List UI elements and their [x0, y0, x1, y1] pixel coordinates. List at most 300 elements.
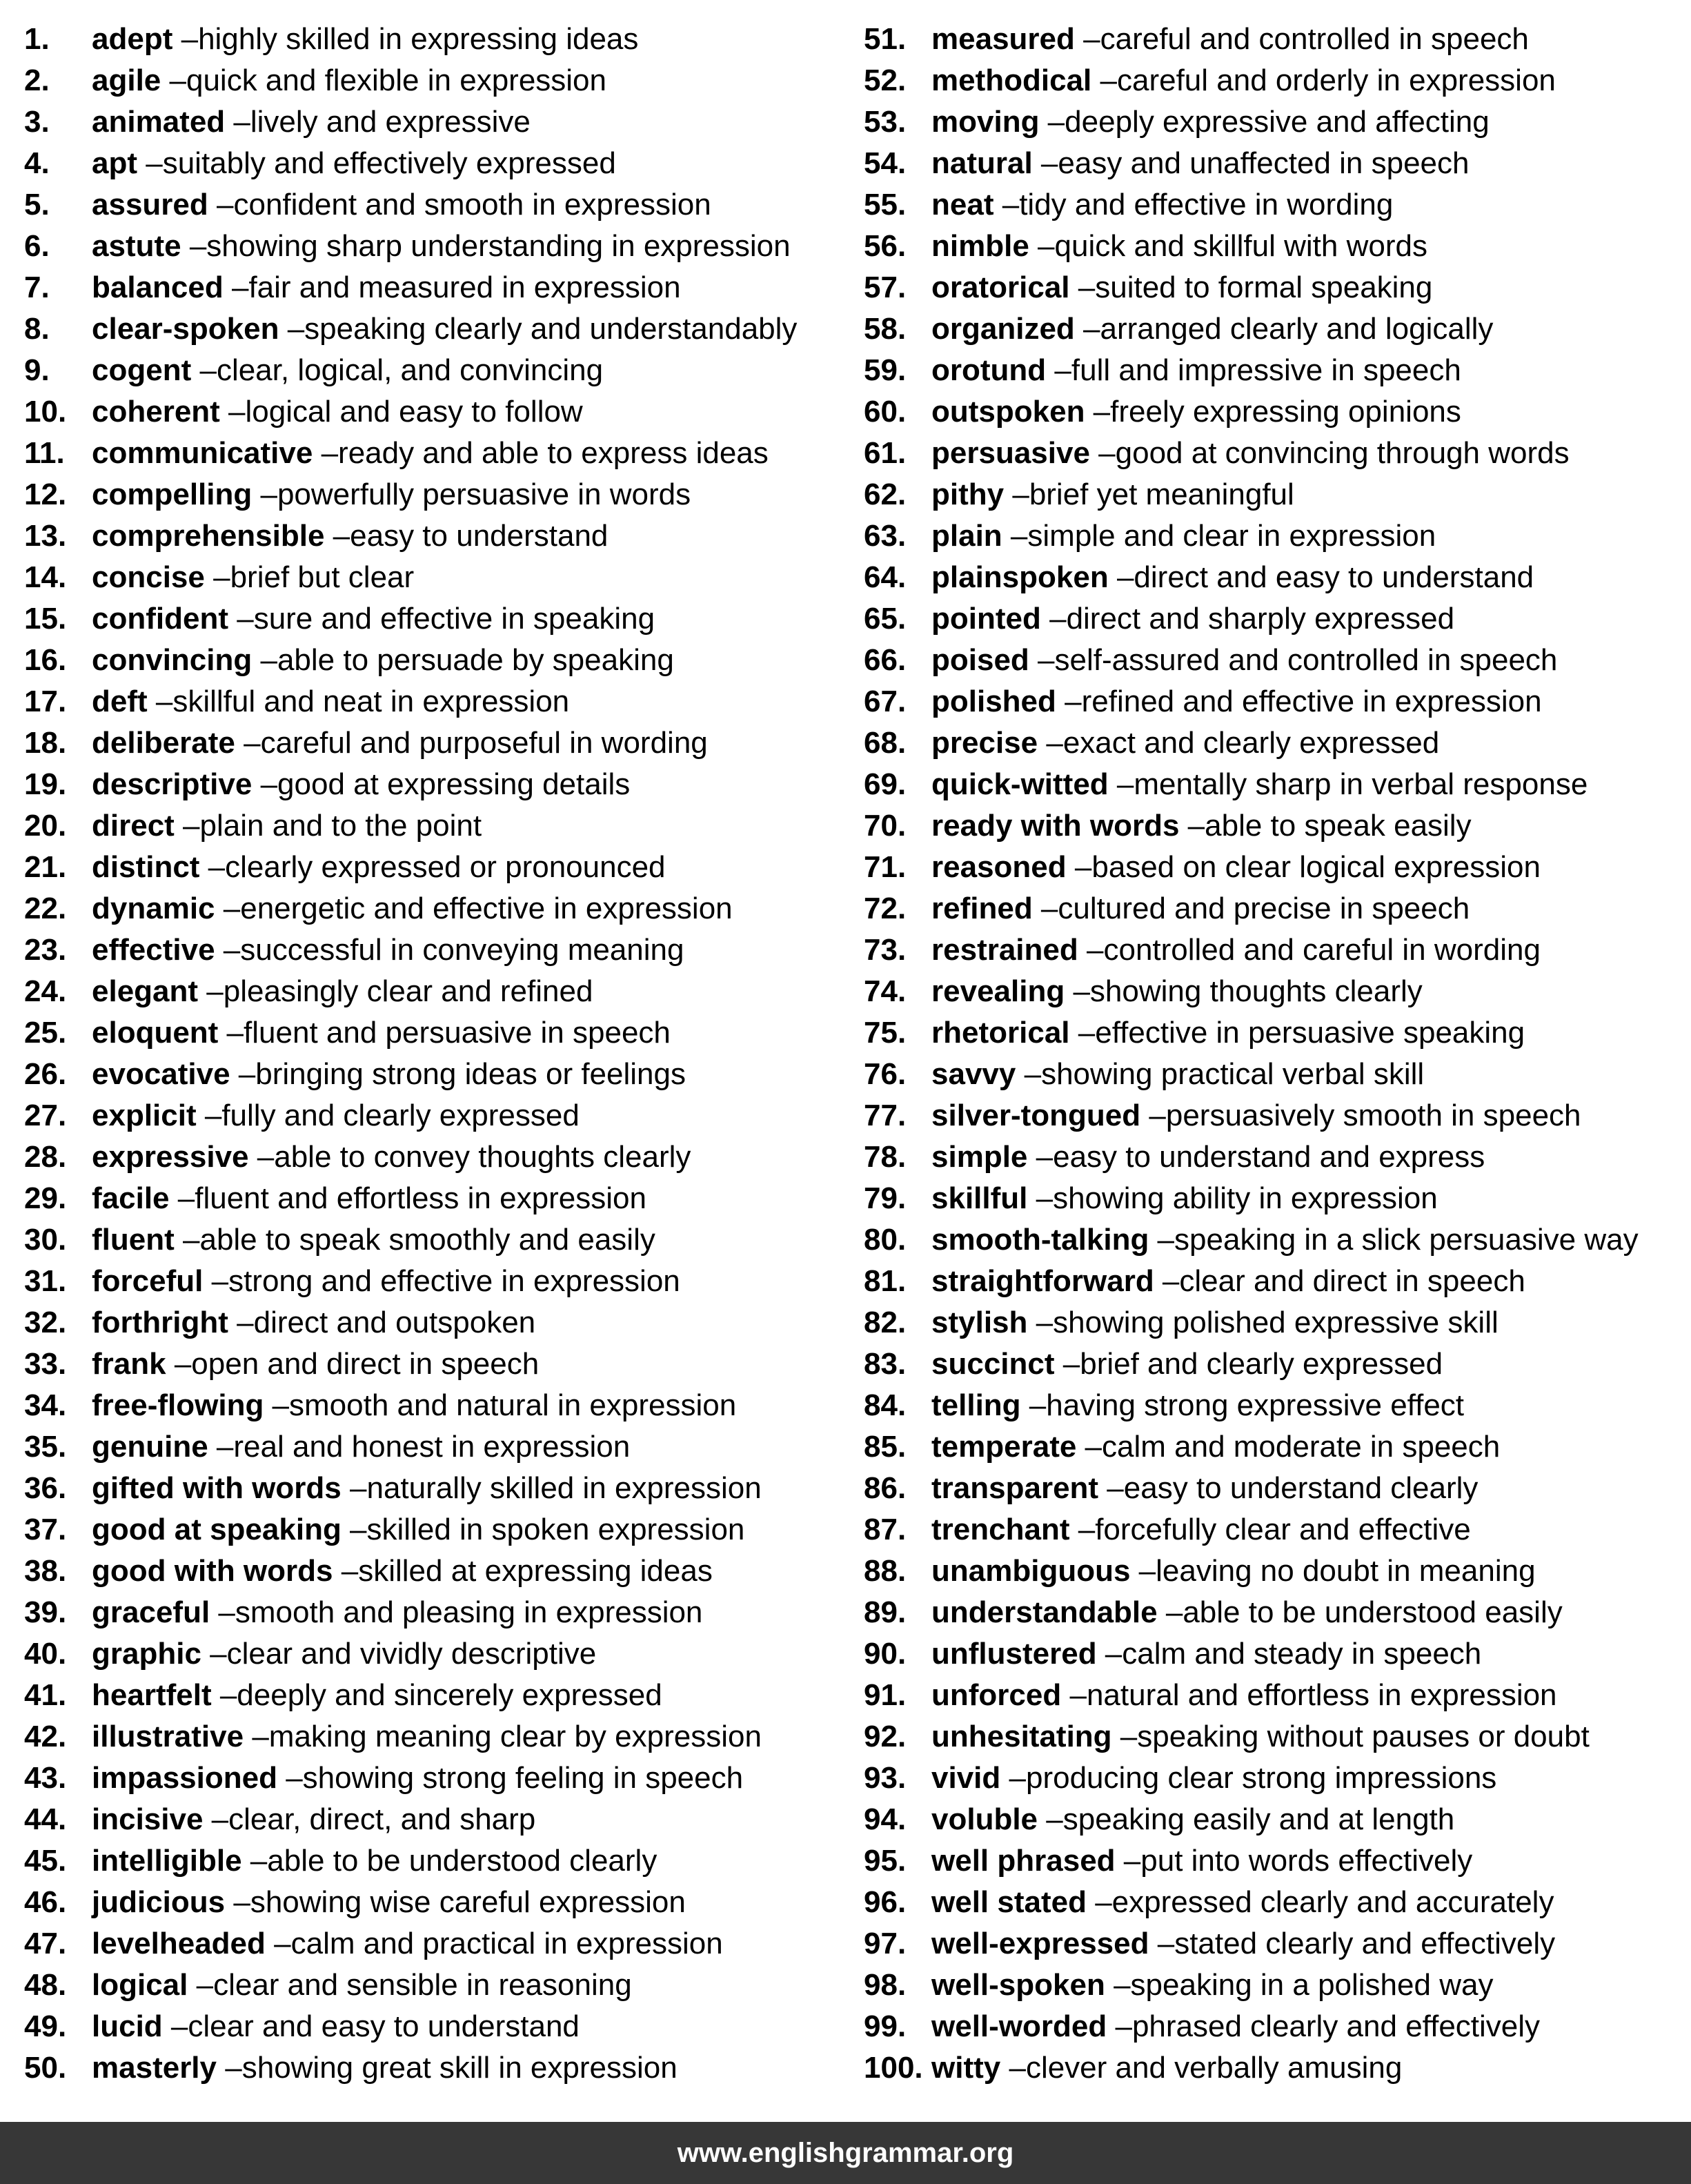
list-item	[24, 474, 838, 515]
list-item	[864, 888, 1685, 929]
item-definition: simple and clear in expression	[1027, 519, 1436, 553]
item-number: 43.	[24, 1761, 67, 1795]
dash-separator	[1107, 2009, 1132, 2043]
item-word: ready with words	[931, 809, 1180, 843]
item-definition: direct and easy to understand	[1134, 560, 1534, 594]
item-word: concise	[92, 560, 205, 594]
item-number: 14.	[24, 560, 67, 594]
dash-separator	[175, 1223, 200, 1257]
item-definition: phrased clearly and effectively	[1131, 2009, 1541, 2043]
item-definition: exact and clearly expressed	[1062, 726, 1440, 760]
item-word: rhetorical	[931, 1016, 1070, 1050]
list-item	[864, 1799, 1685, 1840]
item-definition: clear, direct, and sharp	[228, 1802, 536, 1836]
item-number: 29.	[24, 1181, 67, 1215]
list-item	[864, 557, 1685, 598]
dash-separator	[1021, 1388, 1047, 1422]
item-definition: direct and outspoken	[253, 1306, 536, 1339]
item-definition: showing great skill in expression	[241, 2051, 678, 2085]
list-item	[864, 267, 1685, 308]
dash-separator	[1109, 560, 1134, 594]
item-word: compelling	[92, 478, 253, 511]
item-definition: mentally sharp in verbal response	[1134, 767, 1588, 801]
item-word: animated	[92, 105, 226, 139]
dash-separator	[1140, 1099, 1166, 1132]
item-definition: clear and sensible in reasoning	[213, 1968, 632, 2002]
list-item	[864, 764, 1685, 805]
item-word: effective	[92, 933, 215, 967]
dash-separator	[201, 1637, 227, 1671]
dash-separator	[279, 312, 304, 346]
list-item	[24, 971, 838, 1012]
dash-separator	[198, 974, 224, 1008]
list-item	[864, 1923, 1685, 1965]
item-word: nimble	[931, 229, 1029, 263]
item-number: 67.	[864, 685, 907, 718]
list-item	[864, 1137, 1685, 1178]
item-word: precise	[931, 726, 1038, 760]
list-item	[24, 226, 838, 267]
dash-separator	[1087, 1885, 1112, 1919]
item-number: 99.	[864, 2009, 907, 2043]
list-item	[24, 888, 838, 929]
dash-separator	[1039, 105, 1065, 139]
dash-separator	[1004, 478, 1029, 511]
item-definition: careful and controlled in speech	[1100, 22, 1529, 56]
dash-separator	[220, 395, 246, 429]
item-word: illustrative	[92, 1720, 244, 1753]
dash-separator	[1033, 146, 1058, 180]
item-word: silver-tongued	[931, 1099, 1141, 1132]
list-item	[24, 557, 838, 598]
item-word: neat	[931, 188, 994, 222]
item-word: well-worded	[931, 2009, 1107, 2043]
item-number: 18.	[24, 726, 67, 760]
item-definition: calm and practical in expression	[290, 1927, 723, 1960]
item-word: polished	[931, 685, 1056, 718]
item-word: facile	[92, 1181, 170, 1215]
item-number: 44.	[24, 1802, 67, 1836]
item-definition: fair and measured in expression	[248, 270, 681, 304]
item-definition: pleasingly clear and refined	[223, 974, 593, 1008]
dash-separator	[210, 1595, 235, 1629]
item-number: 47.	[24, 1927, 67, 1960]
item-number: 39.	[24, 1595, 67, 1629]
dash-separator	[1067, 850, 1092, 884]
list-item	[24, 1095, 838, 1137]
item-word: well-spoken	[931, 1968, 1105, 2002]
item-number: 35.	[24, 1430, 67, 1464]
item-definition: forcefully clear and effective	[1095, 1513, 1471, 1546]
list-item	[864, 1633, 1685, 1675]
list-item	[864, 474, 1685, 515]
dash-separator	[1075, 22, 1100, 56]
item-definition: speaking in a polished way	[1130, 1968, 1494, 2002]
dash-separator	[252, 643, 277, 677]
item-number: 22.	[24, 892, 67, 925]
item-word: unforced	[931, 1678, 1062, 1712]
item-word: genuine	[92, 1430, 208, 1464]
list-item	[864, 847, 1685, 888]
item-word: natural	[931, 146, 1033, 180]
item-word: dynamic	[92, 892, 215, 925]
item-number: 41.	[24, 1678, 67, 1712]
item-definition: ready and able to express ideas	[338, 436, 769, 470]
item-number: 76.	[864, 1057, 907, 1091]
dash-separator	[148, 685, 173, 718]
item-word: savvy	[931, 1057, 1016, 1091]
item-number: 97.	[864, 1927, 907, 1960]
item-word: comprehensible	[92, 519, 325, 553]
item-number: 84.	[864, 1388, 907, 1422]
item-word: communicative	[92, 436, 313, 470]
item-word: cogent	[92, 353, 192, 387]
item-number: 77.	[864, 1099, 907, 1132]
item-word: clear-spoken	[92, 312, 279, 346]
item-word: transparent	[931, 1471, 1099, 1505]
item-number: 34.	[24, 1388, 67, 1422]
item-definition: effective in persuasive speaking	[1095, 1016, 1525, 1050]
item-number: 79.	[864, 1181, 907, 1215]
list-item	[24, 1219, 838, 1261]
item-definition: successful in conveying meaning	[240, 933, 684, 967]
list-item	[24, 350, 838, 391]
list-item	[24, 143, 838, 184]
item-number: 31.	[24, 1264, 67, 1298]
item-definition: brief yet meaningful	[1029, 478, 1294, 511]
item-number: 81.	[864, 1264, 907, 1298]
dash-separator	[170, 1181, 195, 1215]
list-item	[864, 1758, 1685, 1799]
dash-separator	[215, 933, 241, 967]
list-item	[24, 2006, 838, 2047]
item-word: eloquent	[92, 1016, 219, 1050]
item-number: 21.	[24, 850, 67, 884]
item-number: 25.	[24, 1016, 67, 1050]
item-definition: speaking without pauses or doubt	[1137, 1720, 1590, 1753]
item-definition: open and direct in speech	[191, 1347, 540, 1381]
item-definition: tidy and effective in wording	[1019, 188, 1394, 222]
item-word: lucid	[92, 2009, 163, 2043]
item-definition: full and impressive in speech	[1071, 353, 1461, 387]
list-item	[24, 805, 838, 847]
dash-separator	[1027, 1306, 1053, 1339]
item-word: levelheaded	[92, 1927, 266, 1960]
dash-separator	[1041, 602, 1067, 636]
item-word: trenchant	[931, 1513, 1070, 1546]
list-item	[864, 515, 1685, 557]
item-word: judicious	[92, 1885, 226, 1919]
item-definition: clear, logical, and convincing	[216, 353, 604, 387]
list-item	[24, 1923, 838, 1965]
item-number: 94.	[864, 1802, 907, 1836]
item-definition: showing polished expressive skill	[1053, 1306, 1499, 1339]
item-definition: skilled at expressing ideas	[358, 1554, 713, 1588]
item-word: pointed	[931, 602, 1041, 636]
dash-separator	[244, 1720, 269, 1753]
item-number: 89.	[864, 1595, 907, 1629]
item-number: 36.	[24, 1471, 67, 1505]
item-number: 12.	[24, 478, 67, 511]
item-definition: brief but clear	[230, 560, 415, 594]
dash-separator	[215, 892, 241, 925]
dash-separator	[188, 1968, 213, 2002]
dash-separator	[1091, 63, 1117, 97]
item-word: well phrased	[931, 1844, 1116, 1878]
dash-separator	[1075, 312, 1100, 346]
item-word: stylish	[931, 1306, 1028, 1339]
list-item	[24, 722, 838, 764]
dash-separator	[197, 1099, 222, 1132]
item-definition: smooth and pleasing in expression	[235, 1595, 703, 1629]
item-word: evocative	[92, 1057, 230, 1091]
list-item	[864, 1261, 1685, 1302]
item-definition: good at convincing through words	[1115, 436, 1570, 470]
list-item	[864, 1509, 1685, 1551]
item-definition: careful and orderly in expression	[1116, 63, 1556, 97]
dash-separator	[228, 1306, 254, 1339]
dash-separator	[1078, 933, 1104, 967]
item-number: 55.	[864, 188, 907, 222]
dash-separator	[1038, 1802, 1063, 1836]
item-definition: speaking clearly and understandably	[304, 312, 798, 346]
list-item	[864, 1882, 1685, 1923]
dash-separator	[1105, 1968, 1131, 2002]
item-word: good at speaking	[92, 1513, 342, 1546]
dash-separator	[324, 519, 350, 553]
list-item	[864, 60, 1685, 101]
item-definition: quick and skillful with words	[1054, 229, 1427, 263]
dash-separator	[1029, 643, 1055, 677]
item-definition: skillful and neat in expression	[172, 685, 570, 718]
list-item	[24, 60, 838, 101]
item-word: convincing	[92, 643, 253, 677]
item-definition: able to persuade by speaking	[277, 643, 674, 677]
dash-separator	[1109, 767, 1134, 801]
item-number: 7.	[24, 270, 50, 304]
dash-separator	[333, 1554, 359, 1588]
item-word: measured	[931, 22, 1075, 56]
item-definition: refined and effective in expression	[1081, 685, 1542, 718]
dash-separator	[230, 1057, 256, 1091]
item-number: 46.	[24, 1885, 67, 1919]
item-definition: suited to formal speaking	[1095, 270, 1433, 304]
item-definition: powerfully persuasive in words	[277, 478, 691, 511]
list-item	[864, 1219, 1685, 1261]
dash-separator	[1002, 519, 1028, 553]
item-word: vivid	[931, 1761, 1001, 1795]
item-word: moving	[931, 105, 1040, 139]
item-number: 40.	[24, 1637, 67, 1671]
item-word: coherent	[92, 395, 220, 429]
dash-separator	[228, 602, 254, 636]
item-number: 16.	[24, 643, 67, 677]
item-number: 50.	[24, 2051, 67, 2085]
item-number: 68.	[864, 726, 907, 760]
item-number: 57.	[864, 270, 907, 304]
item-definition: lively and expressive	[250, 105, 531, 139]
dash-separator	[137, 146, 163, 180]
item-number: 73.	[864, 933, 907, 967]
item-word: forthright	[92, 1306, 228, 1339]
list-item	[24, 1509, 838, 1551]
item-word: voluble	[931, 1802, 1038, 1836]
item-definition: calm and moderate in speech	[1102, 1430, 1501, 1464]
item-word: methodical	[931, 63, 1092, 97]
list-item	[24, 267, 838, 308]
item-word: understandable	[931, 1595, 1158, 1629]
item-number: 26.	[24, 1057, 67, 1091]
list-item	[24, 847, 838, 888]
list-item	[24, 764, 838, 805]
item-number: 20.	[24, 809, 67, 843]
item-definition: skilled in spoken expression	[366, 1513, 745, 1546]
dash-separator	[1154, 1264, 1180, 1298]
item-definition: strong and effective in expression	[228, 1264, 680, 1298]
list-item	[864, 1716, 1685, 1758]
item-definition: freely expressing opinions	[1110, 395, 1461, 429]
list-item	[24, 515, 838, 557]
item-number: 69.	[864, 767, 907, 801]
item-word: good with words	[92, 1554, 333, 1588]
list-item	[864, 391, 1685, 433]
list-item	[864, 143, 1685, 184]
item-definition: easy to understand	[350, 519, 609, 553]
list-item	[24, 681, 838, 722]
item-definition: natural and effortless in expression	[1086, 1678, 1557, 1712]
item-word: unhesitating	[931, 1720, 1112, 1753]
dash-separator	[1130, 1554, 1156, 1588]
item-definition: able to convey thoughts clearly	[274, 1140, 691, 1174]
dash-separator	[199, 850, 225, 884]
dash-separator	[1065, 974, 1090, 1008]
list-item	[864, 1426, 1685, 1468]
dash-separator	[203, 1802, 228, 1836]
dash-separator	[208, 188, 234, 222]
dash-separator	[342, 1513, 367, 1546]
list-item	[24, 1178, 838, 1219]
dash-separator	[264, 1388, 289, 1422]
list-item	[24, 1675, 838, 1716]
item-definition: fluent and effortless in expression	[195, 1181, 646, 1215]
dash-separator	[181, 229, 207, 263]
item-definition: naturally skilled in expression	[366, 1471, 762, 1505]
item-definition: showing sharp understanding in expression	[206, 229, 791, 263]
list-item	[864, 1551, 1685, 1592]
item-number: 33.	[24, 1347, 67, 1381]
list-item	[864, 2006, 1685, 2047]
item-definition: easy and unaffected in speech	[1058, 146, 1470, 180]
item-definition: put into words effectively	[1140, 1844, 1473, 1878]
item-word: masterly	[92, 2051, 217, 2085]
item-word: astute	[92, 229, 181, 263]
dash-separator	[252, 767, 277, 801]
item-number: 13.	[24, 519, 67, 553]
dash-separator	[163, 2009, 188, 2043]
list-item	[864, 1302, 1685, 1344]
list-item	[864, 722, 1685, 764]
dash-separator	[342, 1471, 367, 1505]
item-number: 4.	[24, 146, 50, 180]
dash-separator	[191, 353, 217, 387]
item-number: 38.	[24, 1554, 67, 1588]
item-word: poised	[931, 643, 1029, 677]
item-number: 56.	[864, 229, 907, 263]
list-item	[864, 101, 1685, 143]
item-definition: real and honest in expression	[233, 1430, 631, 1464]
item-number: 3.	[24, 105, 50, 139]
dash-separator	[249, 1140, 275, 1174]
item-word: logical	[92, 1968, 188, 2002]
item-number: 58.	[864, 312, 907, 346]
item-number: 9.	[24, 353, 50, 387]
list-item	[24, 1716, 838, 1758]
dash-separator	[1149, 1927, 1175, 1960]
item-definition: energetic and effective in expression	[240, 892, 733, 925]
item-word: heartfelt	[92, 1678, 212, 1712]
list-item	[24, 640, 838, 681]
item-word: simple	[931, 1140, 1028, 1174]
item-definition: leaving no doubt in meaning	[1156, 1554, 1536, 1588]
item-definition: speaking in a slick persuasive way	[1174, 1223, 1639, 1257]
item-word: explicit	[92, 1099, 197, 1132]
item-number: 72.	[864, 892, 907, 925]
item-word: succinct	[931, 1347, 1055, 1381]
item-definition: brief and clearly expressed	[1080, 1347, 1443, 1381]
item-definition: bringing strong ideas or feelings	[255, 1057, 686, 1091]
dash-separator	[1029, 229, 1055, 263]
list-item	[864, 1592, 1685, 1633]
item-definition: showing strong feeling in speech	[302, 1761, 744, 1795]
item-number: 51.	[864, 22, 907, 56]
dash-separator	[1149, 1223, 1174, 1257]
item-word: oratorical	[931, 270, 1070, 304]
item-definition: highly skilled in expressing ideas	[198, 22, 639, 56]
item-number: 85.	[864, 1430, 907, 1464]
item-definition: smooth and natural in expression	[289, 1388, 737, 1422]
list-item	[864, 19, 1685, 60]
dash-separator	[217, 2051, 242, 2085]
item-number: 11.	[24, 436, 65, 470]
dash-separator	[161, 63, 186, 97]
dash-separator	[1069, 1513, 1095, 1546]
item-number: 80.	[864, 1223, 907, 1257]
item-number: 6.	[24, 229, 50, 263]
list-item	[24, 1799, 838, 1840]
dash-separator	[1000, 2051, 1026, 2085]
item-definition: having strong expressive effect	[1046, 1388, 1465, 1422]
item-word: descriptive	[92, 767, 253, 801]
list-item	[864, 929, 1685, 971]
item-number: 27.	[24, 1099, 67, 1132]
item-word: frank	[92, 1347, 166, 1381]
item-number: 54.	[864, 146, 907, 180]
item-definition: persuasively smooth in speech	[1165, 1099, 1581, 1132]
item-number: 83.	[864, 1347, 907, 1381]
item-definition: confident and smooth in expression	[233, 188, 711, 222]
item-number: 92.	[864, 1720, 907, 1753]
list-item	[864, 1095, 1685, 1137]
list-item	[864, 226, 1685, 267]
dash-separator	[1070, 270, 1096, 304]
item-number: 23.	[24, 933, 67, 967]
item-definition: quick and flexible in expression	[186, 63, 607, 97]
list-item	[24, 929, 838, 971]
dash-separator	[1046, 353, 1071, 387]
list-item	[24, 1302, 838, 1344]
item-number: 37.	[24, 1513, 67, 1546]
item-number: 75.	[864, 1016, 907, 1050]
